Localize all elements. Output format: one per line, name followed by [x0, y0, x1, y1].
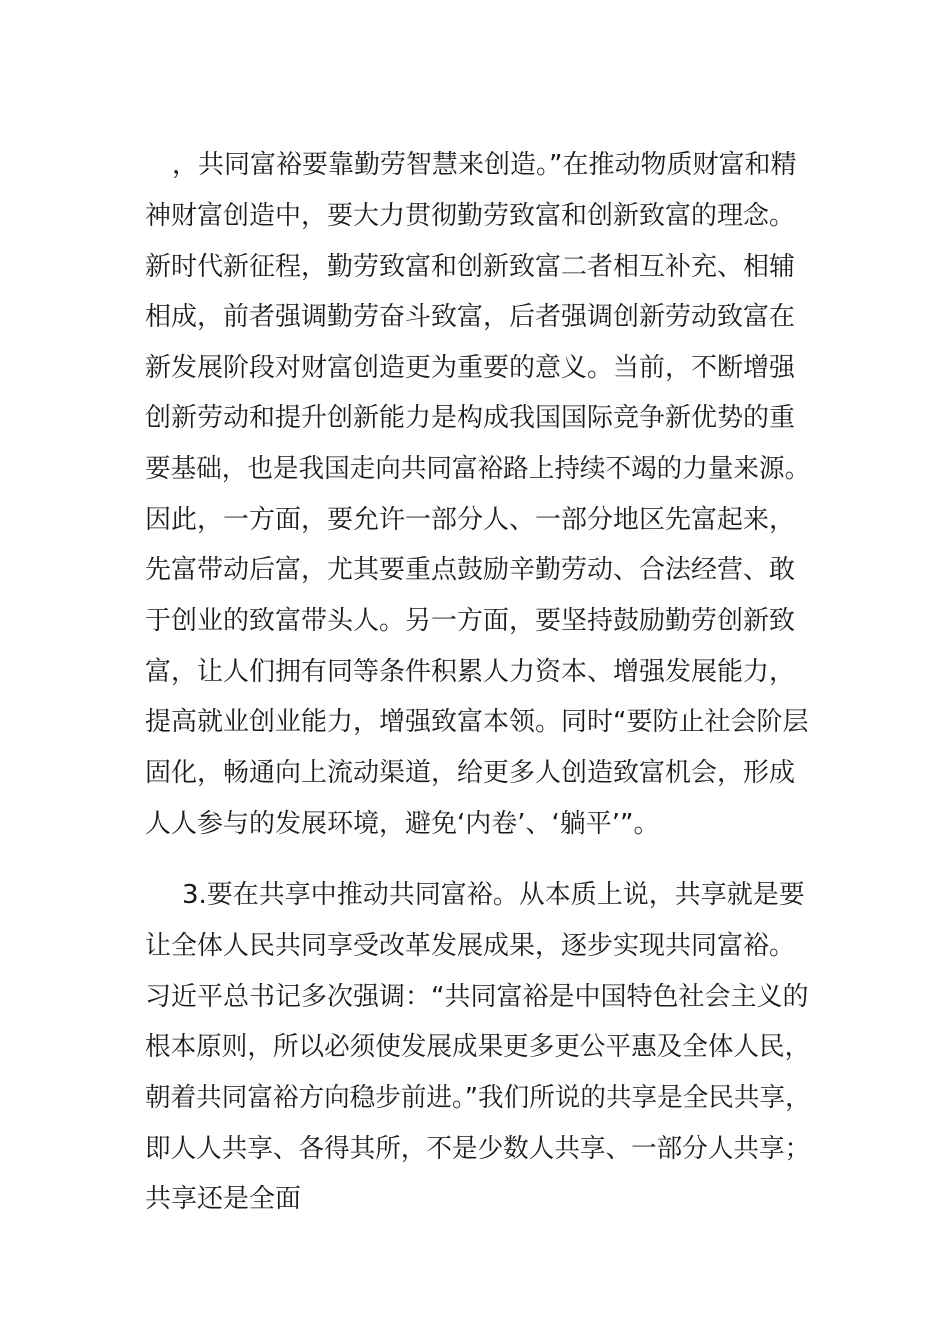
- text-line: 即人人共享、各得其所，不是少数人共享、一部分人共享；: [145, 1134, 811, 1164]
- text-line: 神财富创造中，要大力贯彻勤劳致富和创新致富的理念。: [145, 201, 796, 231]
- text-line: 要基础，也是我国走向共同富裕路上持续不竭的力量来源。: [145, 454, 811, 484]
- text-line: 习近平总书记多次强调：“共同富裕是中国特色社会主义的: [145, 982, 809, 1012]
- text-line: 创新劳动和提升创新能力是构成我国国际竞争新优势的重: [145, 403, 796, 433]
- text-line: 让全体人民共同享受改革发展成果，逐步实现共同富裕。: [145, 931, 796, 961]
- text-line: 3.要在共享中推动共同富裕。从本质上说，共享就是要: [182, 880, 805, 910]
- text-line: 提高就业创业能力，增强致富本领。同时“要防止社会阶层: [145, 707, 809, 737]
- text-line: 根本原则，所以必须使发展成果更多更公平惠及全体人民，: [145, 1032, 811, 1062]
- text-line: 相成，前者强调勤劳奋斗致富，后者强调创新劳动致富在: [145, 302, 796, 332]
- text-line: 朝着共同富裕方向稳步前进。”我们所说的共享是全民共享，: [145, 1083, 811, 1113]
- text-line: 于创业的致富带头人。另一方面，要坚持鼓励勤劳创新致: [145, 606, 796, 636]
- text-line: 富，让人们拥有同等条件积累人力资本、增强发展能力，: [145, 657, 796, 687]
- text-line: 因此，一方面，要允许一部分人、一部分地区先富起来，: [145, 505, 796, 535]
- text-line: 新发展阶段对财富创造更为重要的意义。当前，不断增强: [145, 353, 796, 383]
- text-line: 固化，畅通向上流动渠道，给更多人创造致富机会，形成: [145, 758, 796, 788]
- text-line: 先富带动后富，尤其要重点鼓励辛勤劳动、合法经营、敢: [145, 555, 796, 585]
- text-line: 人人参与的发展环境，避免‘内卷’、‘躺平’”。: [145, 809, 660, 839]
- text-line: 新时代新征程，勤劳致富和创新致富二者相互补充、相辅: [145, 252, 796, 282]
- text-line: ，共同富裕要靠勤劳智慧来创造。”在推动物质财富和精: [172, 150, 797, 180]
- text-line: 共享还是全面: [145, 1184, 302, 1214]
